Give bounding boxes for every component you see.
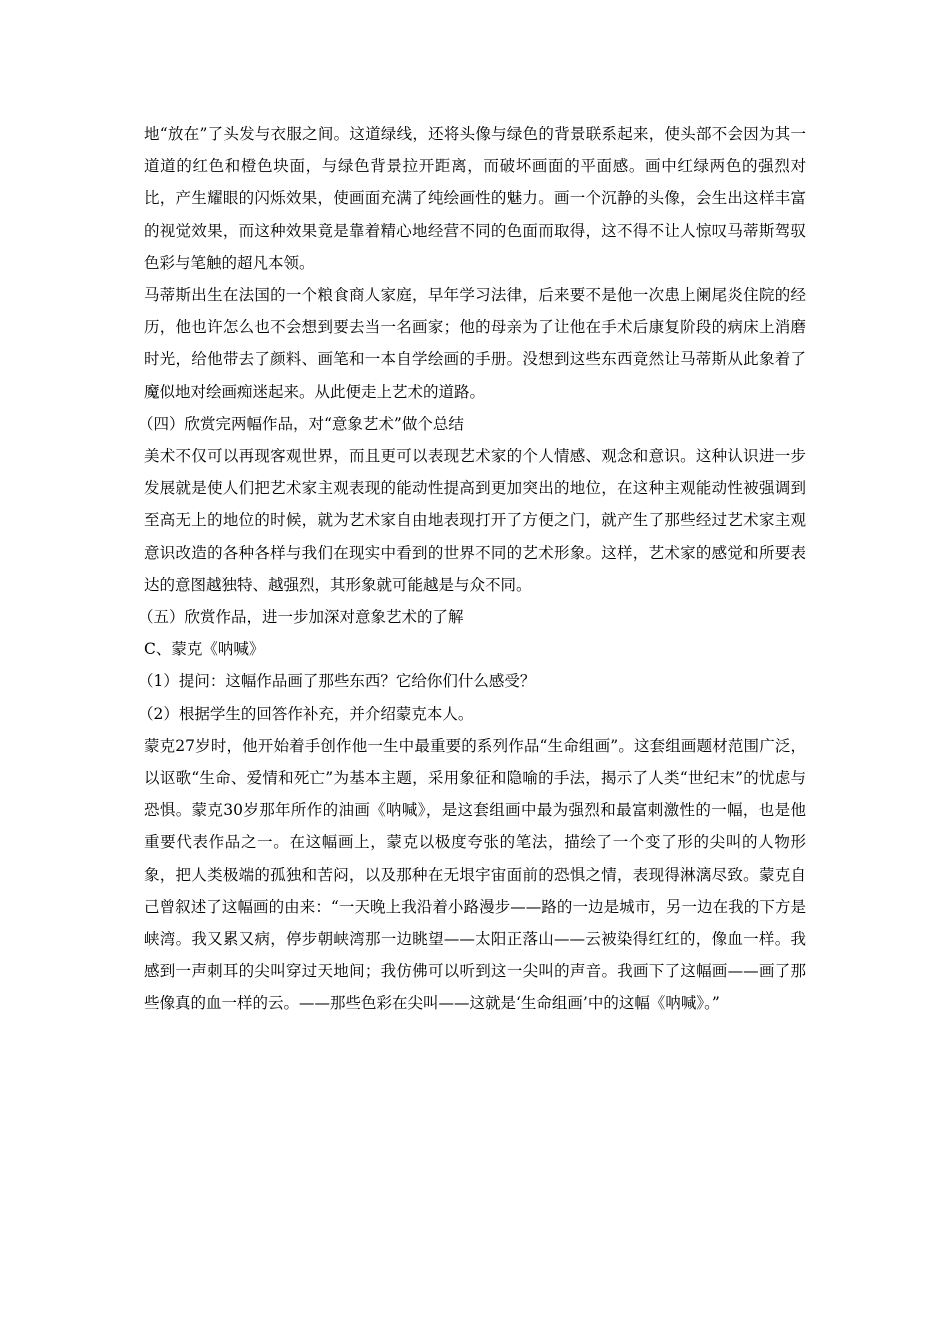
step-question: （1）提问：这幅作品画了那些东西？它给你们什么感受？ [138,672,536,691]
subheading-munch-scream: C、蒙克《呐喊》 [144,640,265,659]
section-heading-five: （五）欣赏作品，进一步加深对意象艺术的了解 [138,608,464,627]
document-body [138,118,806,1020]
paragraph-matisse-analysis: 地“放在”了头发与衣服之间。这道绿线，还将头像与绿色的背景联系起来，使头部不会因为其一道道的红色和橙色块面，与绿色背景拉开距离，而破坏画面的平面感。画中红绿两色的强烈对比，产生耀眼的闪烁效果，使画面充满了纯绘画性的魅力。画一个沉静的头像，会生出这样丰富的视觉效果，而这种效果竟是靠着精心地经营不同的色面而取得，这不得不让人惊叹马蒂斯驾驭色彩与笔触的超凡本领。 [144,125,806,272]
paragraph-munch-biography: 蒙克27岁时，他开始着手创作他一生中最重要的系列作品“生命组画”。这套组画题材范围广泛，以讴歌“生命、爱情和死亡”为基本主题，采用象征和隐喻的手法，揭示了人类“世纪末”的忧虑与恐惧。蒙克30岁那年所作的油画《呐喊》，是这套组画中最为强烈和最富刺激性的一幅，也是他重要代表作品之一。在这幅画上，蒙克以极度夸张的笔法，描绘了一个变了形的尖叫的人物形象，把人类极端的孤独和苦闷，以及那种在无垠宇宙面前的恐惧之情，表现得淋漓尽致。蒙克自己曾叙述了这幅画的由来：“一天晚上我沿着小路漫步——路的一边是城市，另一边在我的下方是峡湾。我又累又病，停步朝峡湾那一边眺望——太阳正落山——云被染得红红的，像血一样。我感到一声刺耳的尖叫穿过天地间；我仿佛可以听到这一尖叫的声音。我画下了这幅画——画了那些像真的血一样的云。——那些色彩在尖叫——这就是‘生命组画’中的这幅《呐喊》。” [144,736,806,1013]
paragraph-matisse-biography: 马蒂斯出生在法国的一个粮食商人家庭，早年学习法律，后来要不是他一次患上阑尾炎住院的经历，他也许怎么也不会想到要去当一名画家；他的母亲为了让他在手术后康复阶段的病床上消磨时光，给他带去了颜料、画笔和一本自学绘画的手册。没想到这些东西竟然让马蒂斯从此象着了魔似地对绘画痴迷起来。从此便走上艺术的道路。 [144,286,806,401]
paragraph-imagery-art-summary: 美术不仅可以再现客观世界，而且更可以表现艺术家的个人情感、观念和意识。这种认识进一步发展就是使人们把艺术家主观表现的能动性提高到更加突出的地位，在这种主观能动性被强调到至高无上的地位的时候，就为艺术家自由地表现打开了方便之门，就产生了那些经过艺术家主观意识改造的各种各样与我们在现实中看到的世界不同的艺术形象。这样，艺术家的感觉和所要表达的意图越独特、越强烈，其形象就可能越是与众不同。 [144,447,806,594]
step-supplement: （2）根据学生的回答作补充，并介绍蒙克本人。 [138,704,474,723]
section-heading-four: （四）欣赏完两幅作品，对“意象艺术”做个总结 [138,414,464,433]
